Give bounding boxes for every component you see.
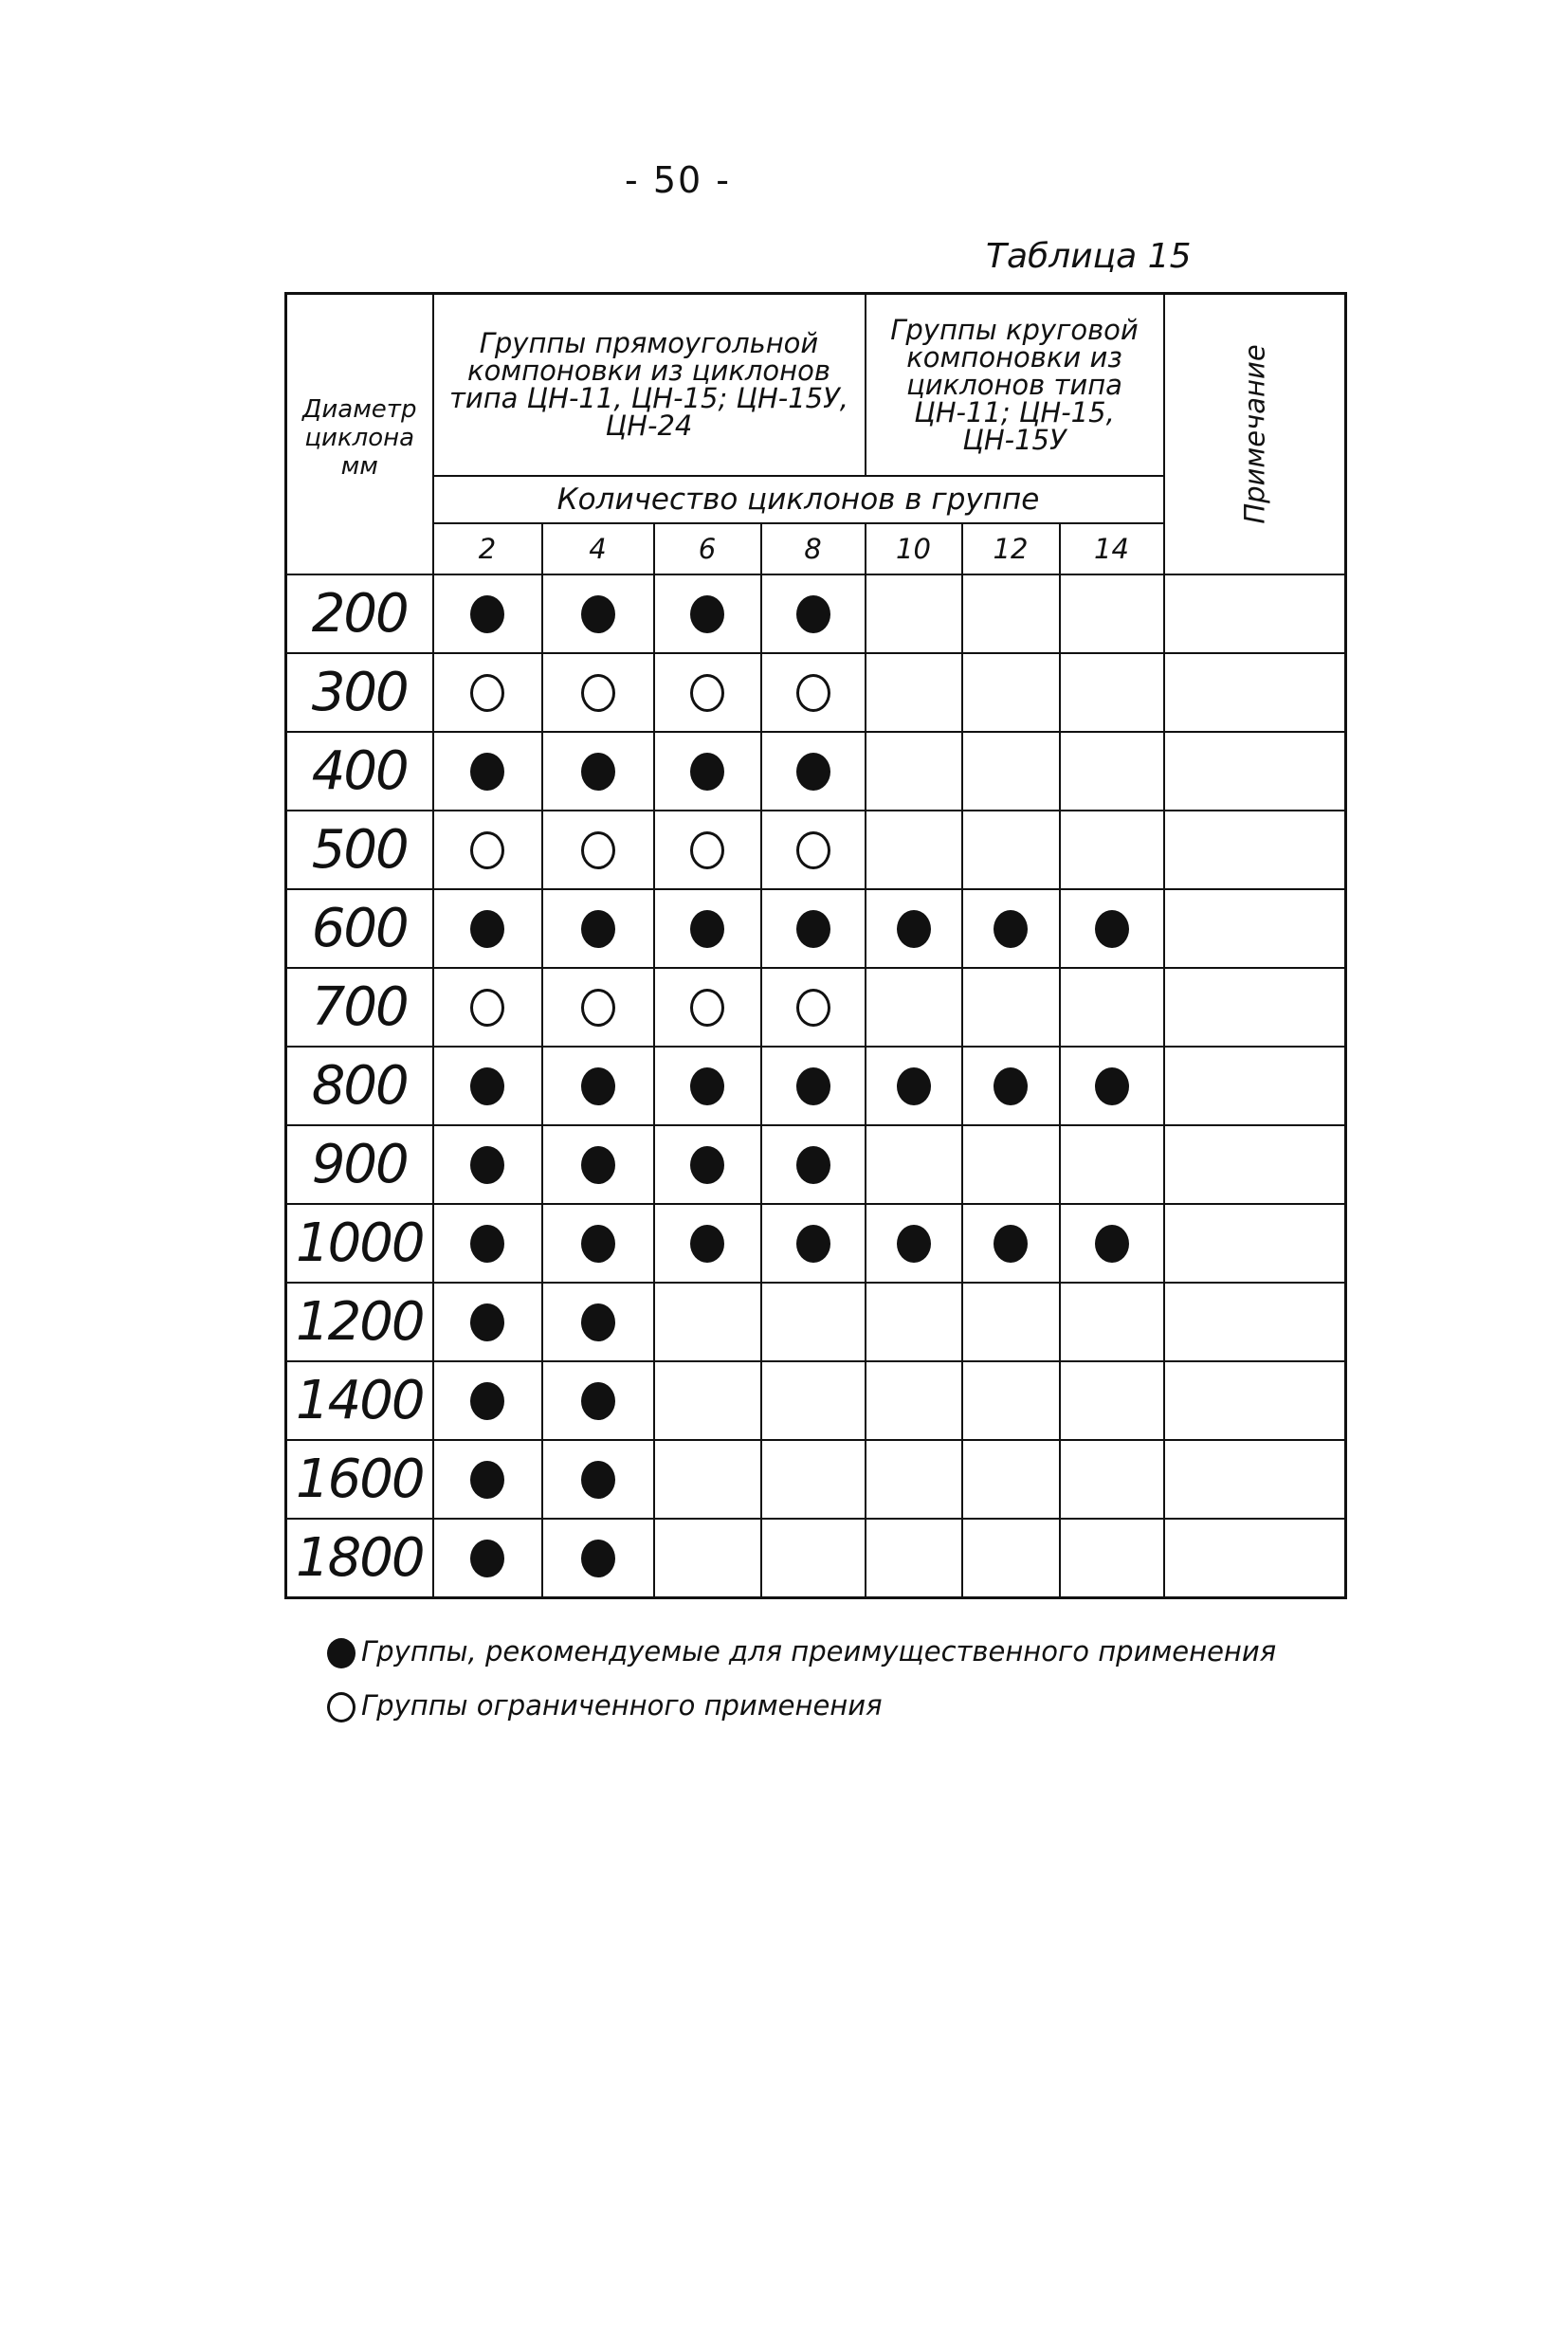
filled-dot-icon bbox=[470, 1382, 504, 1420]
mark-cell bbox=[761, 1204, 866, 1283]
mark-cell bbox=[1060, 1204, 1164, 1283]
table-row bbox=[286, 653, 1346, 732]
mark-cell bbox=[654, 574, 761, 653]
table-row bbox=[286, 1361, 1346, 1440]
header-rect-group: Группы прямоугольной компоновки из циклонов типа ЦН-11, ЦН-15; ЦН-15У, ЦН-24 bbox=[433, 294, 866, 477]
header-note-label: Примечание bbox=[1238, 344, 1271, 524]
mark-cell bbox=[654, 1283, 761, 1361]
mark-cell bbox=[1060, 1361, 1164, 1440]
mark-cell bbox=[433, 574, 542, 653]
filled-dot-icon bbox=[994, 910, 1028, 948]
filled-dot-icon bbox=[1095, 1225, 1129, 1263]
mark-cell bbox=[962, 811, 1060, 889]
header-count: 8 bbox=[761, 523, 866, 574]
hollow-dot-icon bbox=[690, 831, 724, 869]
filled-dot-icon bbox=[994, 1067, 1028, 1105]
diameter-cell: 700 bbox=[286, 968, 433, 1047]
mark-cell bbox=[654, 1047, 761, 1125]
filled-dot-icon bbox=[470, 1146, 504, 1184]
mark-cell bbox=[1060, 732, 1164, 811]
mark-cell bbox=[962, 1361, 1060, 1440]
header-diameter: Диаметр циклона мм bbox=[286, 294, 433, 575]
mark-cell bbox=[962, 1125, 1060, 1204]
mark-cell bbox=[654, 1204, 761, 1283]
filled-dot-icon bbox=[897, 1225, 931, 1263]
filled-dot-icon bbox=[581, 1067, 615, 1105]
mark-cell bbox=[542, 1125, 654, 1204]
table-row bbox=[286, 1440, 1346, 1519]
filled-dot-icon bbox=[897, 1067, 931, 1105]
table-caption: Таблица 15 bbox=[986, 237, 1192, 276]
mark-cell bbox=[962, 1519, 1060, 1598]
filled-dot-icon bbox=[327, 1638, 356, 1668]
mark-cell bbox=[761, 889, 866, 968]
mark-cell bbox=[542, 889, 654, 968]
filled-dot-icon bbox=[470, 595, 504, 633]
legend-filled-text: Группы, рекомендуемые для преимущественного применения bbox=[361, 1635, 1277, 1668]
note-cell bbox=[1164, 1361, 1346, 1440]
filled-dot-icon bbox=[796, 595, 830, 633]
filled-dot-icon bbox=[1095, 1067, 1129, 1105]
mark-cell bbox=[866, 889, 962, 968]
hollow-dot-icon bbox=[470, 831, 504, 869]
filled-dot-icon bbox=[470, 1303, 504, 1341]
table-row bbox=[286, 1204, 1346, 1283]
table-row bbox=[286, 811, 1346, 889]
mark-cell bbox=[542, 1361, 654, 1440]
mark-cell bbox=[866, 1204, 962, 1283]
mark-cell bbox=[962, 1440, 1060, 1519]
mark-cell bbox=[1060, 811, 1164, 889]
filled-dot-icon bbox=[581, 1146, 615, 1184]
mark-cell bbox=[761, 968, 866, 1047]
mark-cell bbox=[866, 1125, 962, 1204]
mark-cell bbox=[1060, 1440, 1164, 1519]
hollow-dot-icon bbox=[470, 674, 504, 712]
filled-dot-icon bbox=[470, 910, 504, 948]
filled-dot-icon bbox=[796, 1225, 830, 1263]
legend-filled bbox=[327, 1635, 1276, 1668]
note-cell bbox=[1164, 1283, 1346, 1361]
filled-dot-icon bbox=[690, 595, 724, 633]
diameter-cell: 400 bbox=[286, 732, 433, 811]
mark-cell bbox=[542, 653, 654, 732]
hollow-dot-icon bbox=[796, 831, 830, 869]
mark-cell bbox=[433, 1204, 542, 1283]
mark-cell bbox=[433, 1047, 542, 1125]
mark-cell bbox=[761, 1283, 866, 1361]
note-cell bbox=[1164, 653, 1346, 732]
table-row bbox=[286, 968, 1346, 1047]
mark-cell bbox=[542, 1204, 654, 1283]
note-cell bbox=[1164, 732, 1346, 811]
mark-cell bbox=[962, 653, 1060, 732]
diameter-cell: 1200 bbox=[286, 1283, 433, 1361]
mark-cell bbox=[1060, 574, 1164, 653]
mark-cell bbox=[761, 1047, 866, 1125]
mark-cell bbox=[761, 811, 866, 889]
table-row bbox=[286, 1125, 1346, 1204]
note-cell bbox=[1164, 1519, 1346, 1598]
filled-dot-icon bbox=[581, 1540, 615, 1577]
mark-cell bbox=[761, 1125, 866, 1204]
table-row bbox=[286, 1047, 1346, 1125]
header-count: 6 bbox=[654, 523, 761, 574]
mark-cell bbox=[542, 1283, 654, 1361]
header-count: 12 bbox=[962, 523, 1060, 574]
mark-cell bbox=[433, 811, 542, 889]
filled-dot-icon bbox=[897, 910, 931, 948]
mark-cell bbox=[761, 1361, 866, 1440]
hollow-dot-icon bbox=[796, 989, 830, 1027]
hollow-dot-icon bbox=[796, 674, 830, 712]
mark-cell bbox=[654, 1361, 761, 1440]
filled-dot-icon bbox=[470, 753, 504, 791]
hollow-dot-icon bbox=[470, 989, 504, 1027]
mark-cell bbox=[542, 732, 654, 811]
note-cell bbox=[1164, 1047, 1346, 1125]
mark-cell bbox=[433, 1440, 542, 1519]
filled-dot-icon bbox=[796, 910, 830, 948]
mark-cell bbox=[433, 732, 542, 811]
mark-cell bbox=[654, 1440, 761, 1519]
diameter-cell: 600 bbox=[286, 889, 433, 968]
mark-cell bbox=[866, 732, 962, 811]
mark-cell bbox=[962, 1204, 1060, 1283]
diameter-cell: 1000 bbox=[286, 1204, 433, 1283]
table-row bbox=[286, 1283, 1346, 1361]
mark-cell bbox=[1060, 1125, 1164, 1204]
mark-cell bbox=[962, 889, 1060, 968]
filled-dot-icon bbox=[581, 1225, 615, 1263]
header-note bbox=[1164, 294, 1346, 575]
filled-dot-icon bbox=[470, 1225, 504, 1263]
header-round-group: Группы круговой компоновки из циклонов типа ЦН-11; ЦН-15, ЦН-15У bbox=[866, 294, 1164, 477]
mark-cell bbox=[761, 1440, 866, 1519]
filled-dot-icon bbox=[470, 1067, 504, 1105]
mark-cell bbox=[962, 1283, 1060, 1361]
note-cell bbox=[1164, 1440, 1346, 1519]
mark-cell bbox=[761, 653, 866, 732]
filled-dot-icon bbox=[690, 1067, 724, 1105]
mark-cell bbox=[761, 732, 866, 811]
mark-cell bbox=[866, 1519, 962, 1598]
filled-dot-icon bbox=[690, 753, 724, 791]
mark-cell bbox=[761, 1519, 866, 1598]
note-cell bbox=[1164, 811, 1346, 889]
diameter-cell: 1800 bbox=[286, 1519, 433, 1598]
note-cell bbox=[1164, 889, 1346, 968]
mark-cell bbox=[542, 1047, 654, 1125]
mark-cell bbox=[433, 653, 542, 732]
mark-cell bbox=[433, 889, 542, 968]
legend-hollow bbox=[327, 1689, 883, 1722]
diameter-cell: 900 bbox=[286, 1125, 433, 1204]
mark-cell bbox=[962, 574, 1060, 653]
filled-dot-icon bbox=[1095, 910, 1129, 948]
hollow-dot-icon bbox=[327, 1692, 356, 1722]
mark-cell bbox=[542, 1519, 654, 1598]
mark-cell bbox=[866, 1361, 962, 1440]
table-row bbox=[286, 574, 1346, 653]
filled-dot-icon bbox=[796, 753, 830, 791]
page-number: - 50 - bbox=[625, 159, 731, 201]
hollow-dot-icon bbox=[581, 989, 615, 1027]
table-row bbox=[286, 1519, 1346, 1598]
mark-cell bbox=[866, 968, 962, 1047]
hollow-dot-icon bbox=[690, 989, 724, 1027]
filled-dot-icon bbox=[796, 1067, 830, 1105]
filled-dot-icon bbox=[581, 1303, 615, 1341]
header-count: 2 bbox=[433, 523, 542, 574]
mark-cell bbox=[542, 968, 654, 1047]
note-cell bbox=[1164, 1125, 1346, 1204]
mark-cell bbox=[1060, 889, 1164, 968]
header-count: 4 bbox=[542, 523, 654, 574]
mark-cell bbox=[866, 1283, 962, 1361]
filled-dot-icon bbox=[581, 1461, 615, 1499]
table-row bbox=[286, 732, 1346, 811]
cyclone-table bbox=[284, 292, 1347, 1599]
mark-cell bbox=[866, 811, 962, 889]
filled-dot-icon bbox=[690, 1225, 724, 1263]
mark-cell bbox=[542, 574, 654, 653]
mark-cell bbox=[433, 1283, 542, 1361]
mark-cell bbox=[962, 968, 1060, 1047]
mark-cell bbox=[654, 811, 761, 889]
mark-cell bbox=[654, 1519, 761, 1598]
note-cell bbox=[1164, 574, 1346, 653]
mark-cell bbox=[542, 811, 654, 889]
mark-cell bbox=[433, 968, 542, 1047]
hollow-dot-icon bbox=[581, 831, 615, 869]
mark-cell bbox=[654, 732, 761, 811]
filled-dot-icon bbox=[994, 1225, 1028, 1263]
filled-dot-icon bbox=[470, 1540, 504, 1577]
mark-cell bbox=[1060, 1047, 1164, 1125]
diameter-cell: 500 bbox=[286, 811, 433, 889]
note-cell bbox=[1164, 1204, 1346, 1283]
filled-dot-icon bbox=[470, 1461, 504, 1499]
mark-cell bbox=[761, 574, 866, 653]
note-cell bbox=[1164, 968, 1346, 1047]
filled-dot-icon bbox=[581, 1382, 615, 1420]
legend-hollow-text: Группы ограниченного применения bbox=[361, 1689, 883, 1722]
filled-dot-icon bbox=[690, 1146, 724, 1184]
mark-cell bbox=[433, 1519, 542, 1598]
mark-cell bbox=[654, 1125, 761, 1204]
header-quantity: Количество циклонов в группе bbox=[433, 476, 1164, 523]
mark-cell bbox=[433, 1125, 542, 1204]
hollow-dot-icon bbox=[690, 674, 724, 712]
filled-dot-icon bbox=[581, 595, 615, 633]
mark-cell bbox=[962, 1047, 1060, 1125]
hollow-dot-icon bbox=[581, 674, 615, 712]
filled-dot-icon bbox=[690, 910, 724, 948]
mark-cell bbox=[433, 1361, 542, 1440]
filled-dot-icon bbox=[796, 1146, 830, 1184]
mark-cell bbox=[866, 1047, 962, 1125]
mark-cell bbox=[1060, 1283, 1164, 1361]
mark-cell bbox=[866, 1440, 962, 1519]
diameter-cell: 1400 bbox=[286, 1361, 433, 1440]
mark-cell bbox=[1060, 1519, 1164, 1598]
diameter-cell: 200 bbox=[286, 574, 433, 653]
header-count: 10 bbox=[866, 523, 962, 574]
diameter-cell: 300 bbox=[286, 653, 433, 732]
table-row bbox=[286, 889, 1346, 968]
mark-cell bbox=[542, 1440, 654, 1519]
mark-cell bbox=[1060, 968, 1164, 1047]
mark-cell bbox=[866, 574, 962, 653]
filled-dot-icon bbox=[581, 753, 615, 791]
mark-cell bbox=[1060, 653, 1164, 732]
header-count: 14 bbox=[1060, 523, 1164, 574]
diameter-cell: 1600 bbox=[286, 1440, 433, 1519]
filled-dot-icon bbox=[581, 910, 615, 948]
mark-cell bbox=[654, 968, 761, 1047]
diameter-cell: 800 bbox=[286, 1047, 433, 1125]
mark-cell bbox=[866, 653, 962, 732]
mark-cell bbox=[962, 732, 1060, 811]
mark-cell bbox=[654, 653, 761, 732]
mark-cell bbox=[654, 889, 761, 968]
